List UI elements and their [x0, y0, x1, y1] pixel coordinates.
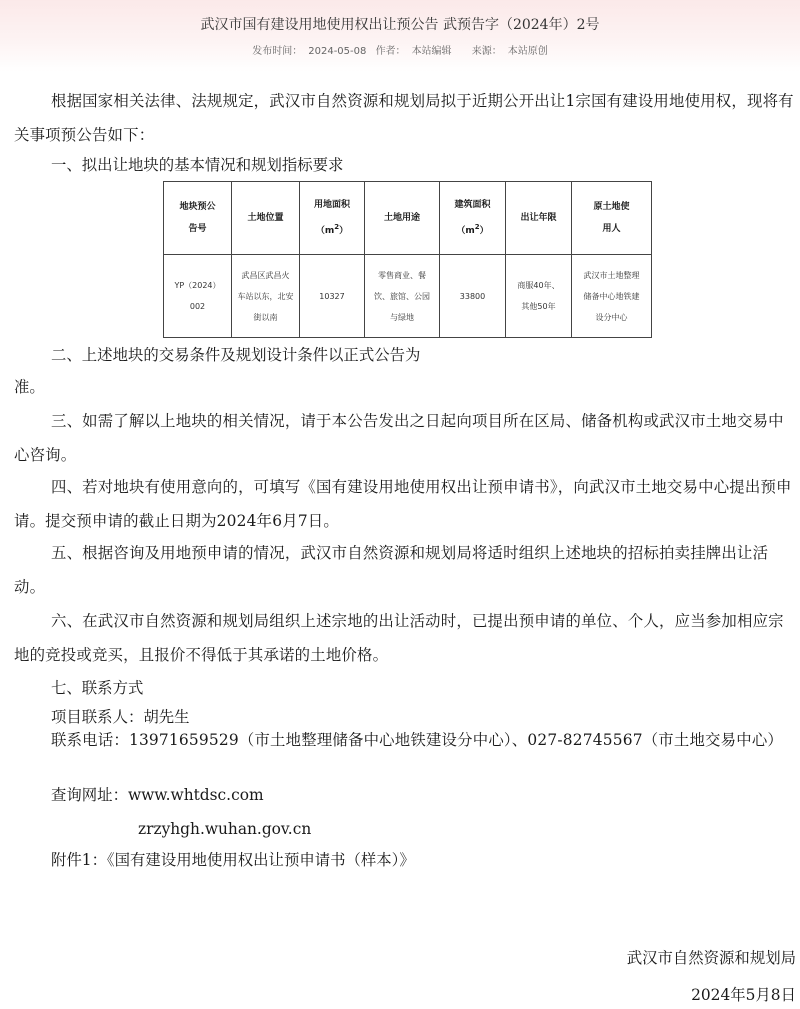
cell-parcel-no: YP（2024） 002 — [164, 255, 232, 338]
section-5-paragraph: 五、根据咨询及用地预申请的情况，武汉市自然资源和规划局将适时组织上述地块的招标拍卖挂牌出让活动。 — [14, 544, 769, 596]
website-primary: 查询网址：www.whtdsc.com — [51, 786, 264, 804]
signature-org: 武汉市自然资源和规划局 — [626, 949, 796, 967]
col-header-location: 土地位置 — [232, 182, 300, 255]
contact-person: 项目联系人：胡先生 — [51, 708, 190, 726]
col-header-original-user: 原土地使 用人 — [572, 182, 652, 255]
col-header-term: 出让年限 — [506, 182, 572, 255]
land-parcel-table — [163, 181, 652, 338]
author: 本站编辑 — [411, 46, 452, 57]
table-row — [164, 255, 652, 338]
section-2-line-2: 准。 — [14, 378, 45, 396]
col-header-parcel-no: 地块预公 告号 — [164, 182, 232, 255]
publish-label: 发布时间： — [252, 46, 303, 57]
section-2-line-1: 二、上述地块的交易条件及规划设计条件以正式公告为 — [51, 346, 421, 364]
attachment-link[interactable]: 附件1：《国有建设用地使用权出让预申请书（样本）》 — [51, 851, 415, 869]
page-title: 武汉市国有建设用地使用权出让预公告 武预告字（2024年）2号 — [200, 17, 600, 33]
contact-phone: 联系电话：13971659529（市土地整理储备中心地铁建设分中心）、027-82745567（市土地交易中心） — [51, 731, 784, 749]
cell-original-user: 武汉市土地整理 储备中心地铁建 设分中心 — [572, 255, 652, 338]
website-secondary: zrzyhgh.wuhan.gov.cn — [138, 820, 312, 838]
page-header — [0, 0, 800, 72]
section-7-heading: 七、联系方式 — [51, 679, 144, 697]
col-header-building-area: 建筑面积 $(m^2)$ — [440, 182, 506, 255]
col-header-land-use: 土地用途 — [365, 182, 440, 255]
source-label: 来源： — [471, 46, 502, 57]
author-label: 作者： — [375, 46, 406, 57]
col-header-land-area: 用地面积 $(m^2)$ — [300, 182, 365, 255]
intro-paragraph: 根据国家相关法律、法规规定，武汉市自然资源和规划局拟于近期公开出让1宗国有建设用地使用权，现将有关事项预公告如下： — [14, 92, 794, 144]
cell-location: 武昌区武昌火 车站以东，北安 街以南 — [232, 255, 300, 338]
signature-date: 2024年5月8日 — [691, 986, 796, 1004]
cell-land-area: 10327 — [300, 255, 365, 338]
section-1-heading: 一、拟出让地块的基本情况和规划指标要求 — [51, 156, 344, 174]
publish-date: 2024-05-08 — [308, 46, 367, 57]
section-6-paragraph: 六、在武汉市自然资源和规划局组织上述宗地的出让活动时，已提出预申请的单位、个人，应当参加相应宗地的竞投或竞买，且报价不得低于其承诺的土地价格。 — [14, 612, 784, 664]
cell-building-area: 33800 — [440, 255, 506, 338]
cell-land-use: 零售商业、餐 饮、旅馆、公园 与绿地 — [365, 255, 440, 338]
cell-term: 商服40年、 其他50年 — [506, 255, 572, 338]
section-4-paragraph: 四、若对地块有使用意向的，可填写《国有建设用地使用权出让预申请书》，向武汉市土地交易中心提出预申请。提交预申请的截止日期为2024年6月7日。 — [14, 478, 792, 530]
article-meta — [0, 42, 800, 57]
source: 本站原创 — [507, 46, 548, 57]
table-header-row — [164, 182, 652, 255]
section-3-paragraph: 三、如需了解以上地块的相关情况，请于本公告发出之日起向项目所在区局、储备机构或武汉市土地交易中心咨询。 — [14, 412, 784, 464]
